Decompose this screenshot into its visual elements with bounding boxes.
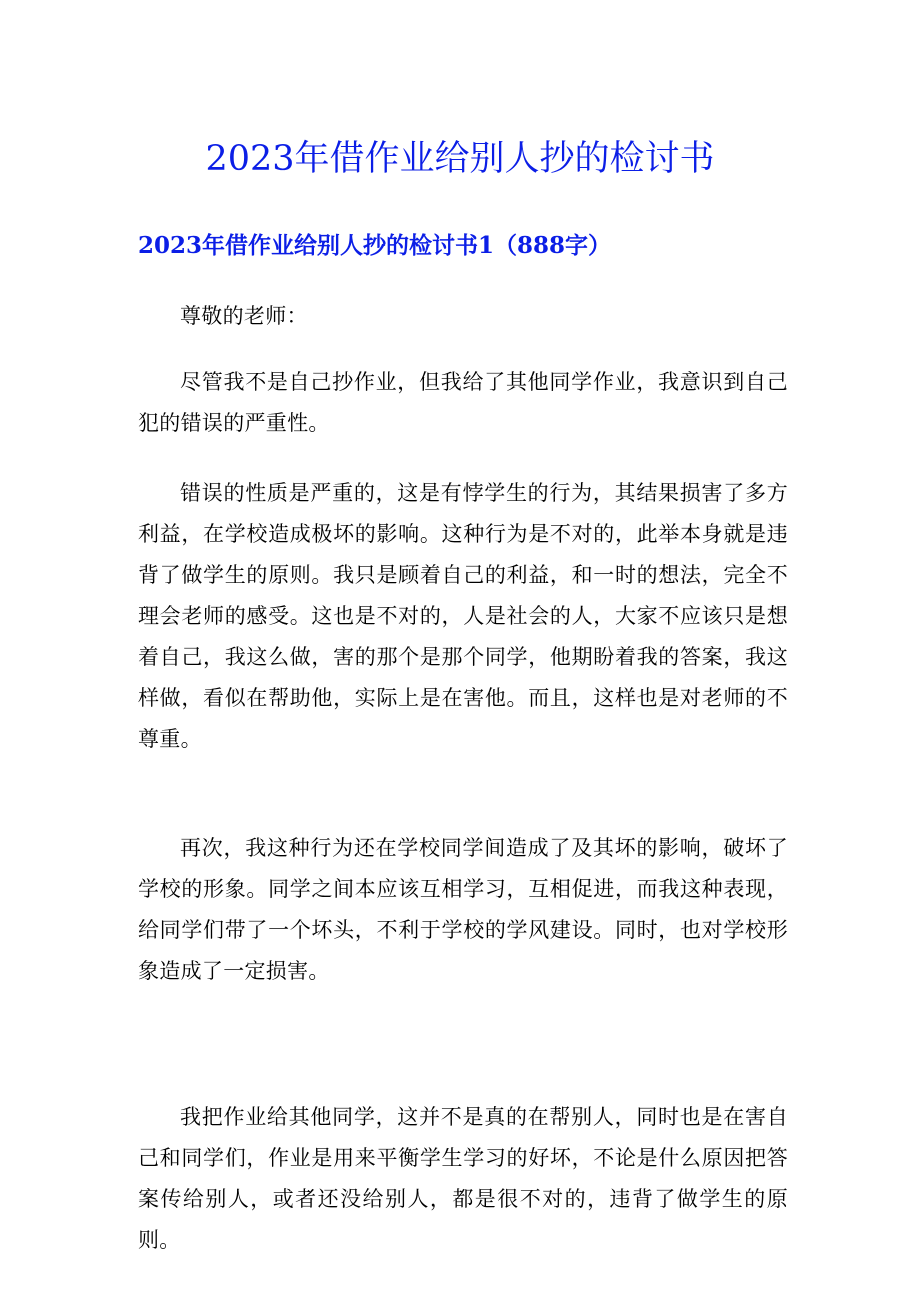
body-paragraph-1: 尽管我不是自己抄作业，但我给了其他同学作业，我意识到自己犯的错误的严重性。 [138, 370, 788, 435]
document-title: 2023年借作业给别人抄的检讨书 [205, 139, 715, 179]
body-paragraph-4: 我把作业给其他同学，这并不是真的在帮别人，同时也是在害自己和同学们，作业是用来平衡学生学习的好坏，不论是什么原因把答案传给别人，或者还没给别人，都是很不对的，违背了做学生的原则。 [138, 1105, 788, 1252]
body-paragraph-2: 错误的性质是严重的，这是有悖学生的行为，其结果损害了多方利益，在学校造成极坏的影响。这种行为是不对的，此举本身就是违背了做学生的原则。我只是顾着自己的利益，和一时的想法，完全不理会老师的感受。这也是不对的，人是社会的人，大家不应该只是想着自己，我这么做，害的那个是那个同学，他期盼着我的答案，我这样做，看似在帮助他，实际上是在害他。而且，这样也是对老师的不尊重。 [138, 481, 788, 751]
section-heading: 2023年借作业给别人抄的检讨书1（888字） [138, 232, 612, 259]
body-paragraph-3: 再次，我这种行为还在学校同学间造成了及其坏的影响，破坏了学校的形象。同学之间本应该互相学习，互相促进，而我这种表现，给同学们带了一个坏头，不利于学校的学风建设。同时，也对学校形象造成了一定损害。 [138, 836, 788, 983]
salutation: 尊敬的老师： [180, 304, 308, 328]
